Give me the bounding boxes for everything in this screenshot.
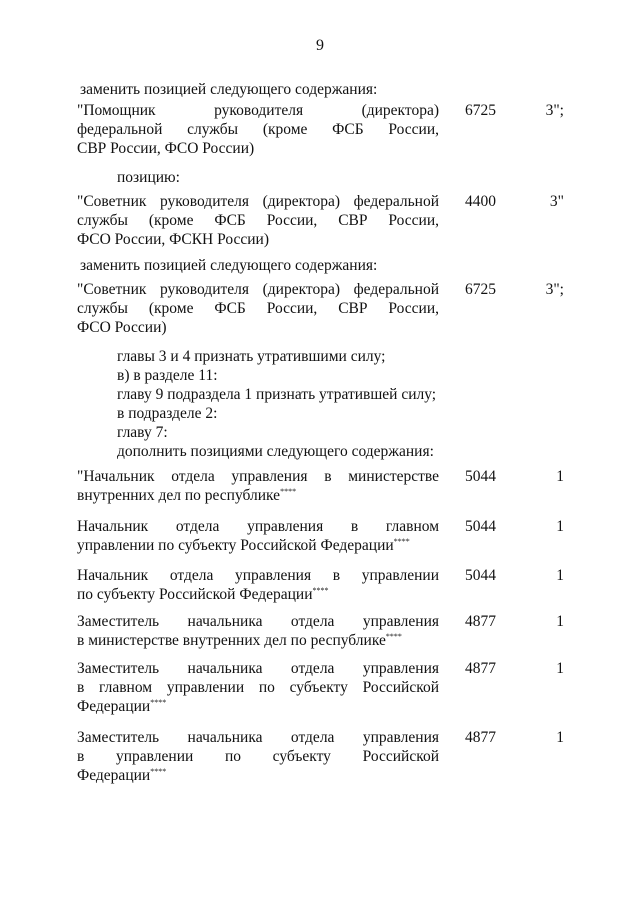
- description-line: в главном управлении по субъекту Российской: [77, 679, 439, 696]
- instruction-indented: главу 7:: [117, 424, 168, 441]
- description-line: Начальник отдела управления в управлении: [77, 567, 439, 584]
- page-number: 9: [316, 37, 324, 54]
- instruction-indented: в) в разделе 11:: [117, 367, 218, 384]
- description-line: в министерстве внутренних дел по республике****: [77, 632, 402, 649]
- description-line: Заместитель начальника отдела управления: [77, 660, 439, 677]
- description-line: ФСО России, ФСКН России): [77, 231, 269, 248]
- footnote-marker: ****: [312, 586, 329, 595]
- description-line: Федерации****: [77, 767, 167, 784]
- footnote-marker: ****: [150, 767, 167, 776]
- position-description: [77, 101, 439, 158]
- instruction-indented: позицию:: [117, 169, 180, 186]
- footnote-marker: ****: [393, 537, 410, 546]
- position-description: [77, 566, 439, 604]
- description-line: федеральной службы (кроме ФСБ России,: [77, 121, 439, 138]
- position-category: 3": [549, 193, 564, 210]
- description-line: "Начальник отдела управления в министерстве: [77, 468, 439, 485]
- position-description: [77, 192, 439, 249]
- footnote-marker: ****: [385, 632, 402, 641]
- position-code: 4400: [465, 193, 496, 210]
- position-code: 6725: [465, 102, 496, 119]
- position-category: 3";: [545, 102, 564, 119]
- description-line: службы (кроме ФСБ России, СВР России,: [77, 212, 439, 229]
- footnote-marker: ****: [150, 698, 167, 707]
- position-category: 1: [556, 729, 564, 746]
- position-description: [77, 467, 439, 505]
- position-category: 1: [556, 660, 564, 677]
- description-line: "Советник руководителя (директора) федеральной: [77, 281, 439, 298]
- description-line: в управлении по субъекту Российской: [77, 748, 439, 765]
- description-line: службы (кроме ФСБ России, СВР России,: [77, 300, 439, 317]
- position-category: 1: [556, 613, 564, 630]
- position-code: 5044: [465, 567, 496, 584]
- instruction-indented: главу 9 подраздела 1 признать утратившей силу;: [117, 386, 437, 403]
- instruction-indented: в подразделе 2:: [117, 405, 218, 422]
- position-code: 4877: [465, 660, 496, 677]
- description-line: внутренних дел по республике****: [77, 487, 297, 504]
- footnote-marker: ****: [280, 487, 297, 496]
- instruction-indented: дополнить позициями следующего содержания:: [117, 443, 434, 460]
- position-description: [77, 728, 439, 785]
- position-code: 5044: [465, 468, 496, 485]
- description-line: СВР России, ФСО России): [77, 140, 255, 157]
- description-line: Заместитель начальника отдела управления: [77, 613, 439, 630]
- description-line: ФСО России): [77, 319, 167, 336]
- instruction-indented: главы 3 и 4 признать утратившими силу;: [117, 348, 386, 365]
- description-line: "Помощник руководителя (директора): [77, 102, 439, 119]
- position-category: 3";: [545, 281, 564, 298]
- description-line: Заместитель начальника отдела управления: [77, 729, 439, 746]
- description-line: "Советник руководителя (директора) федеральной: [77, 193, 439, 210]
- description-line: Начальник отдела управления в главном: [77, 518, 439, 535]
- position-description: [77, 280, 439, 337]
- position-code: 5044: [465, 518, 496, 535]
- position-category: 1: [556, 468, 564, 485]
- position-category: 1: [556, 567, 564, 584]
- instruction-text: заменить позицией следующего содержания:: [80, 257, 378, 274]
- position-description: [77, 517, 439, 555]
- position-category: 1: [556, 518, 564, 535]
- position-code: 4877: [465, 729, 496, 746]
- position-description: [77, 659, 439, 716]
- description-line: управлении по субъекту Российской Федерации****: [77, 537, 410, 554]
- description-line: по субъекту Российской Федерации****: [77, 586, 329, 603]
- instruction-text: заменить позицией следующего содержания:: [80, 81, 378, 98]
- description-line: Федерации****: [77, 698, 167, 715]
- position-code: 4877: [465, 613, 496, 630]
- position-code: 6725: [465, 281, 496, 298]
- position-description: [77, 612, 439, 650]
